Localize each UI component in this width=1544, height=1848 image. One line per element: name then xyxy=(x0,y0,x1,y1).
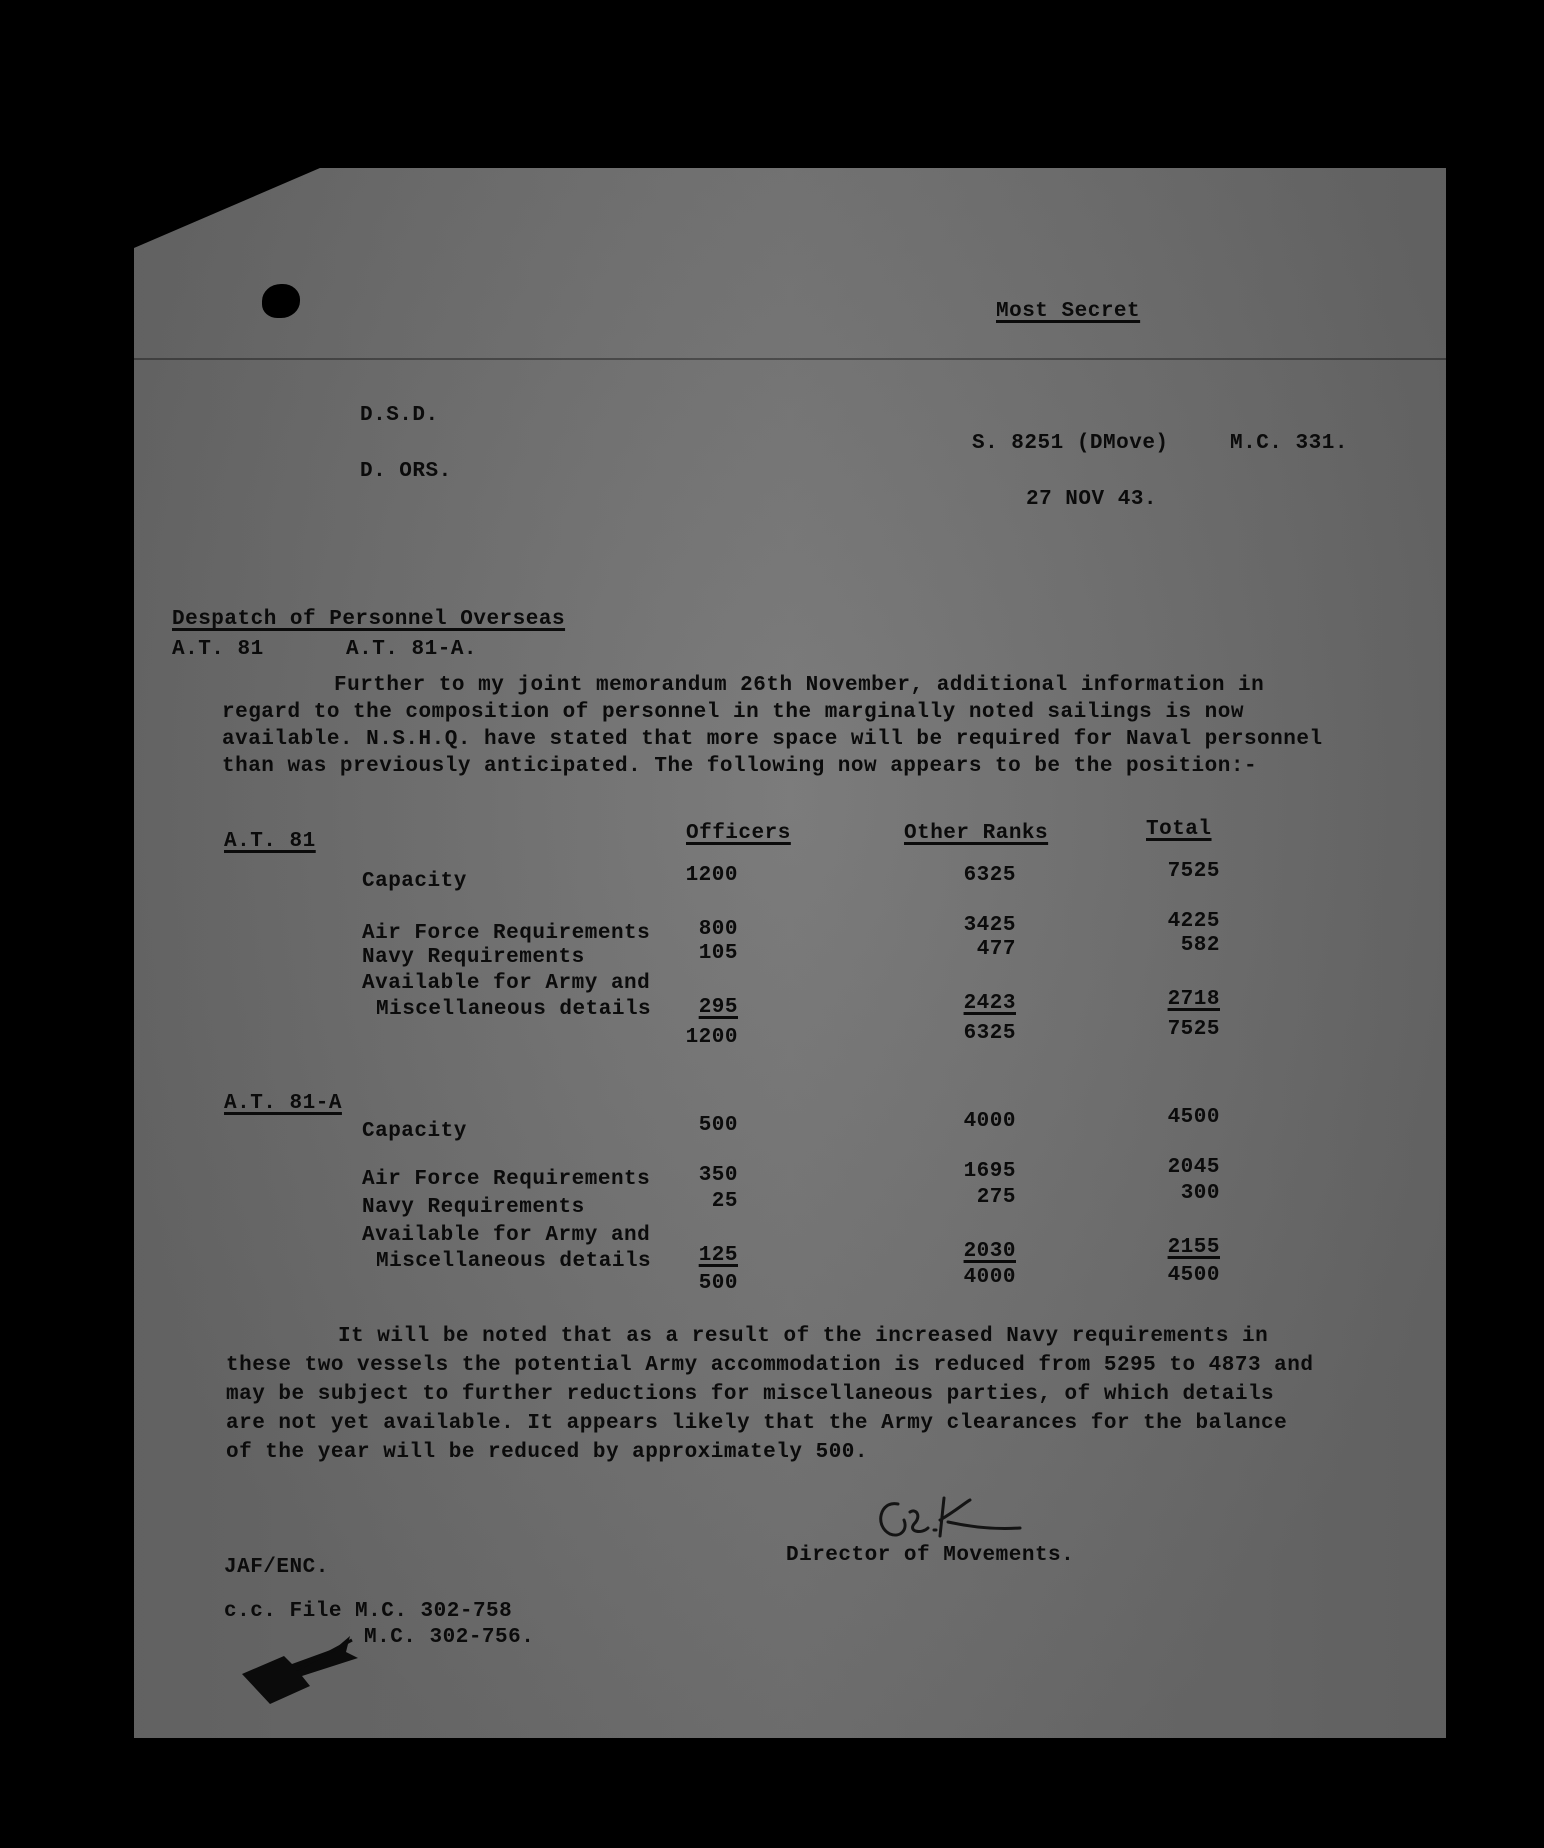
cell-other-ranks: 3425 xyxy=(963,914,1016,937)
cell-total: 300 xyxy=(1180,1182,1220,1205)
sum-total: 7525 xyxy=(1167,1018,1220,1041)
addressee-1: D.S.D. xyxy=(360,404,439,427)
signatory-title: Director of Movements. xyxy=(786,1544,1075,1567)
cell-other-ranks: 275 xyxy=(976,1186,1016,1209)
row-label-available-line1: Available for Army and xyxy=(362,1224,651,1247)
file-reference: M.C. 331. xyxy=(1230,432,1348,455)
cell-officers: 800 xyxy=(698,918,738,941)
subject-title: Despatch of Personnel Overseas xyxy=(172,608,566,631)
cell-total: 582 xyxy=(1180,934,1220,957)
cell-other-ranks: 477 xyxy=(976,938,1016,961)
subject-ref-b: A.T. 81-A. xyxy=(346,638,478,661)
row-label-capacity: Capacity xyxy=(362,870,467,893)
sum-total: 4500 xyxy=(1167,1264,1220,1287)
cell-total: 2718 xyxy=(1167,988,1220,1011)
addressee-2: D. ORS. xyxy=(360,460,452,483)
cell-total: 2045 xyxy=(1167,1156,1220,1179)
cell-officers: 295 xyxy=(698,996,738,1019)
row-label-available-line2: Miscellaneous details xyxy=(376,998,652,1021)
subject-ref-a: A.T. 81 xyxy=(172,638,264,661)
cell-other-ranks: 1695 xyxy=(963,1160,1016,1183)
column-header-officers: Officers xyxy=(686,822,791,845)
cell-total: 4500 xyxy=(1167,1106,1220,1129)
cell-other-ranks: 2030 xyxy=(963,1240,1016,1263)
column-header-other-ranks: Other Ranks xyxy=(904,822,1049,845)
cell-other-ranks: 2423 xyxy=(963,992,1016,1015)
handwritten-signature xyxy=(870,1490,1030,1550)
row-label-available-line1: Available for Army and xyxy=(362,972,651,995)
cell-other-ranks: 6325 xyxy=(963,864,1016,887)
sum-officers: 1200 xyxy=(685,1026,738,1049)
classification-stamp: Most Secret xyxy=(996,300,1141,323)
cell-officers: 500 xyxy=(698,1114,738,1137)
closing-paragraph: It will be noted that as a result of the increased Navy requirements in these two vessels the potential Army accommodation is reduced from 5295 to 4873 and may be subject to further reductions for miscellaneous parties, of which details are not yet available. It appears likely that the Army clearances for the balance of the year will be reduced by approximately 500. xyxy=(226,1325,1314,1464)
arrow-mark-icon xyxy=(240,1630,370,1710)
column-header-total: Total xyxy=(1146,818,1212,841)
row-label-navy: Navy Requirements xyxy=(362,946,585,969)
cell-other-ranks: 4000 xyxy=(963,1110,1016,1133)
cell-officers: 350 xyxy=(698,1164,738,1187)
cell-officers: 1200 xyxy=(685,864,738,887)
page-fold-line xyxy=(134,358,1446,360)
cell-total: 2155 xyxy=(1167,1236,1220,1259)
row-label-available-line2: Miscellaneous details xyxy=(376,1250,652,1273)
punch-hole xyxy=(262,284,300,318)
document-page xyxy=(134,168,1446,1738)
section-label: A.T. 81 xyxy=(224,830,316,853)
row-label-navy: Navy Requirements xyxy=(362,1196,585,1219)
reference-number: S. 8251 (DMove) xyxy=(972,432,1169,455)
intro-paragraph: Further to my joint memorandum 26th November, additional information in regard to the composition of personnel in the marginally noted sailings is now available. N.S.H.Q. have stated that more space will be required for Naval personnel than was previously anticipated. The following now appears to be the position:- xyxy=(222,674,1323,778)
carbon-copy-line-2: M.C. 302-756. xyxy=(364,1626,535,1649)
cell-officers: 105 xyxy=(698,942,738,965)
cell-officers: 25 xyxy=(711,1190,738,1213)
carbon-copy-line-1: c.c. File M.C. 302-758 xyxy=(224,1600,513,1623)
cell-total: 7525 xyxy=(1167,860,1220,883)
sum-other-ranks: 4000 xyxy=(963,1266,1016,1289)
row-label-air-force: Air Force Requirements xyxy=(362,1168,651,1191)
sum-officers: 500 xyxy=(698,1272,738,1295)
section-label: A.T. 81-A xyxy=(224,1092,342,1115)
typist-reference: JAF/ENC. xyxy=(224,1556,329,1579)
row-label-capacity: Capacity xyxy=(362,1120,467,1143)
sum-other-ranks: 6325 xyxy=(963,1022,1016,1045)
cell-total: 4225 xyxy=(1167,910,1220,933)
cell-officers: 125 xyxy=(698,1244,738,1267)
document-date: 27 NOV 43. xyxy=(1026,488,1158,511)
row-label-air-force: Air Force Requirements xyxy=(362,922,651,945)
